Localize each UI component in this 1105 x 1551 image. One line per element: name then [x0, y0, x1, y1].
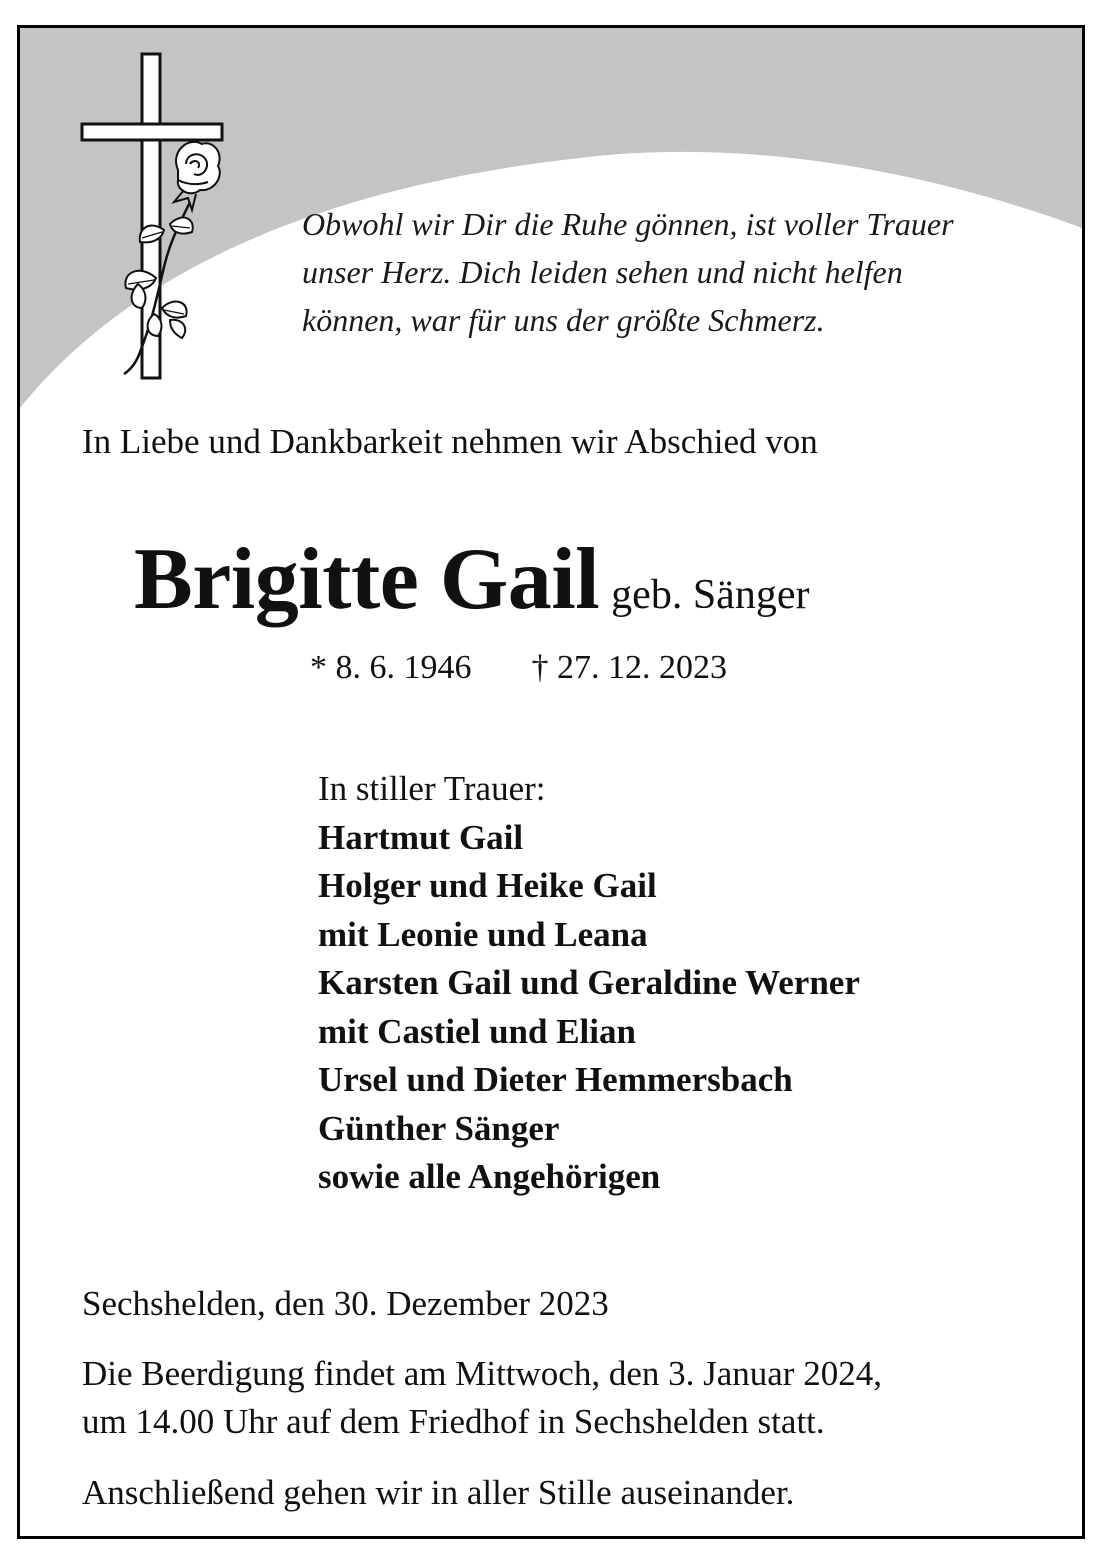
closing-note: Anschließend gehen wir in aller Stille auseinander. [82, 1473, 795, 1512]
cross-with-rose-icon [78, 52, 228, 382]
obituary-frame [17, 25, 1085, 1539]
funeral-line: um 14.00 Uhr auf dem Friedhof in Sechshelden statt. [82, 1402, 825, 1441]
mourner-name: Karsten Gail und Geraldine Werner [318, 963, 860, 1002]
deceased-name-line [134, 530, 809, 630]
mourners-heading: In stiller Trauer: [318, 769, 546, 808]
mourner-name: mit Castiel und Elian [318, 1011, 636, 1051]
poem [302, 200, 1062, 344]
mourner-name: Hartmut Gail [318, 817, 524, 857]
poem-line: können, war für uns der größte Schmerz. [302, 302, 825, 338]
mourner-name: Günther Sänger [318, 1108, 560, 1148]
farewell-intro: In Liebe und Dankbarkeit nehmen wir Abschied von [82, 422, 818, 461]
mourner-name: Ursel und Dieter Hemmersbach [318, 1060, 793, 1099]
funeral-line: Die Beerdigung findet am Mittwoch, den 3. Januar 2024, [82, 1354, 882, 1393]
deceased-name: Brigitte Gail [134, 531, 600, 628]
funeral-notice [82, 1350, 882, 1446]
mourner-name: mit Leonie und Leana [318, 914, 648, 954]
poem-line: unser Herz. Dich leiden sehen und nicht helfen [302, 254, 903, 290]
place-date: Sechshelden, den 30. Dezember 2023 [82, 1284, 609, 1323]
maiden-name: geb. Sänger [611, 572, 810, 618]
birth-date: * 8. 6. 1946 [310, 649, 472, 686]
mourner-name: Holger und Heike Gail [318, 866, 657, 905]
mourner-name: sowie alle Angehörigen [318, 1157, 661, 1196]
poem-line: Obwohl wir Dir die Ruhe gönnen, ist voller Trauer [302, 206, 954, 242]
mourners-list [318, 765, 860, 1202]
death-date: † 27. 12. 2023 [531, 649, 727, 686]
life-dates [310, 646, 727, 690]
